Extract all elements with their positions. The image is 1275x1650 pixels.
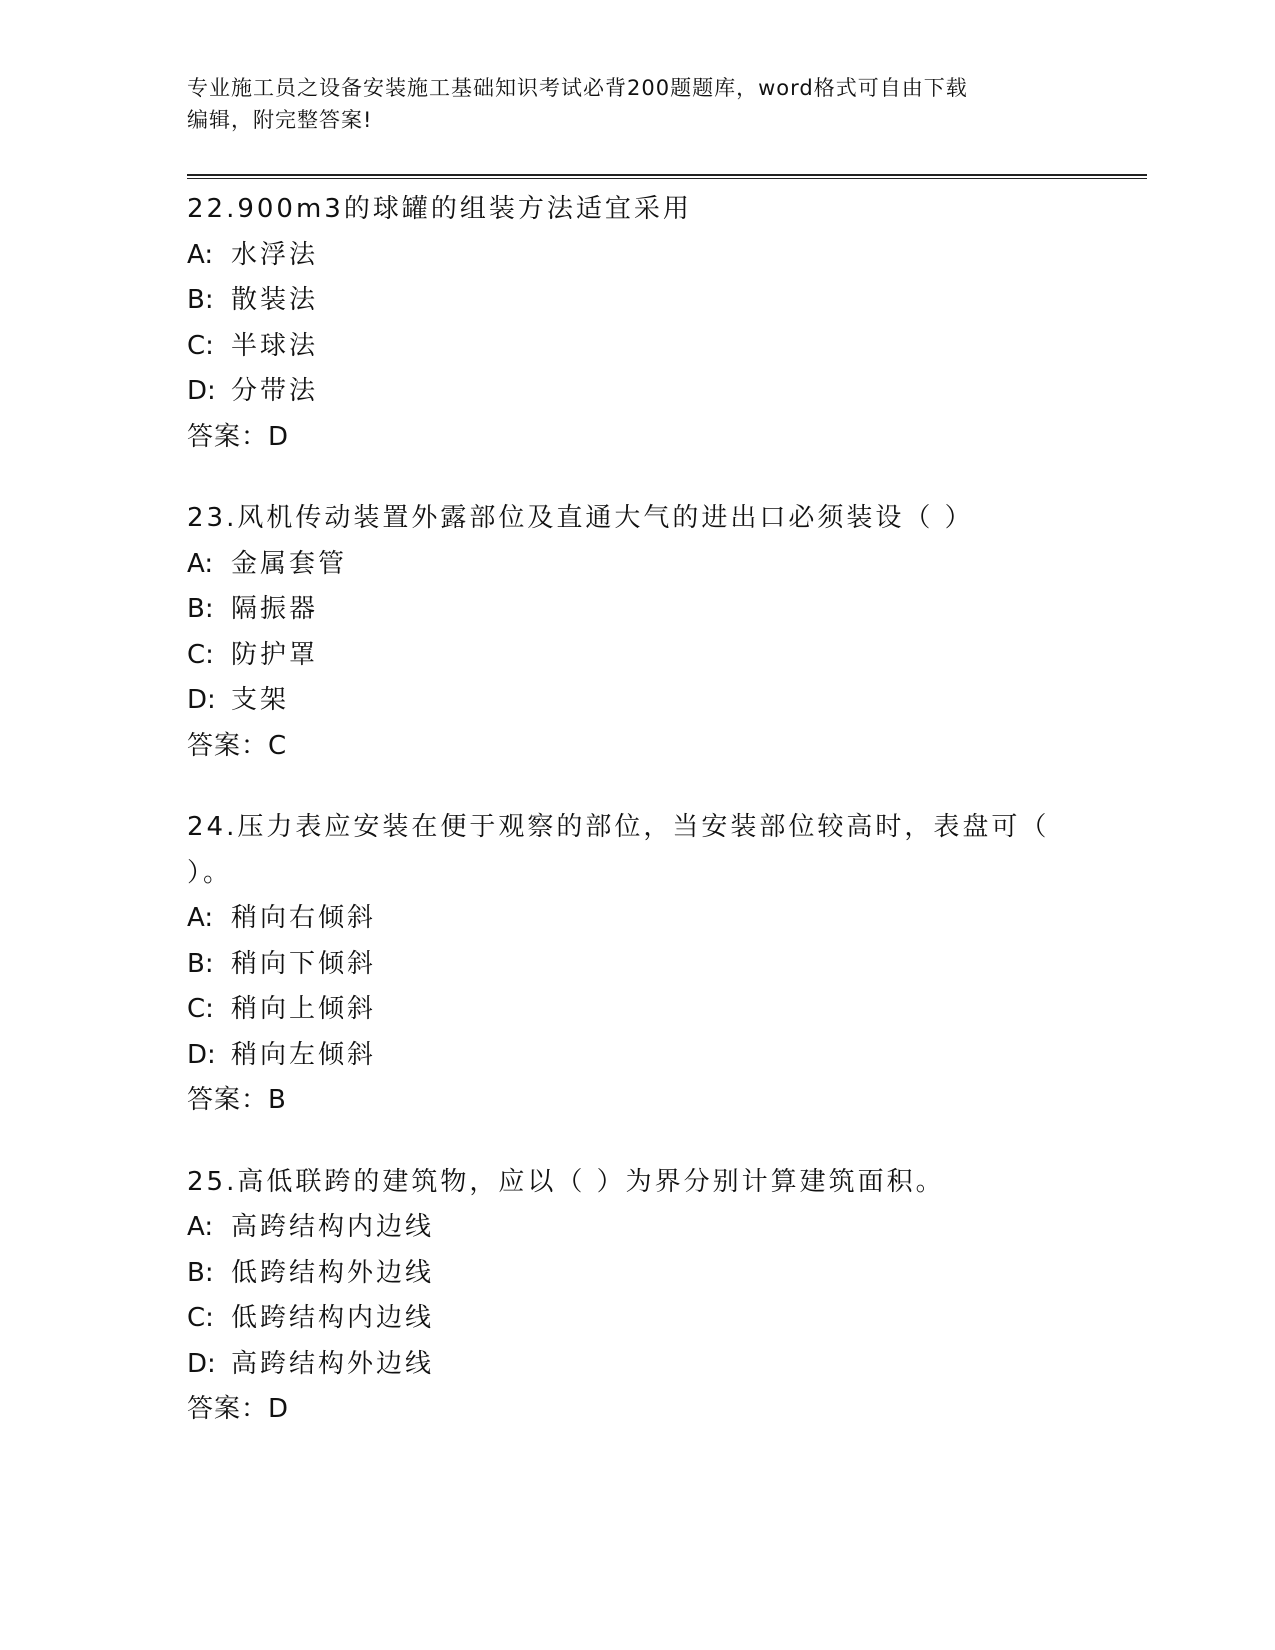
document-page [187, 72, 1147, 1469]
option-text: 金属套管 [231, 548, 348, 579]
option-a [187, 542, 1147, 588]
answer-value: D [268, 421, 290, 452]
option-letter: C: [187, 330, 214, 361]
option-letter: D: [187, 376, 216, 406]
answer-label: 答案： [187, 1394, 269, 1424]
option-letter: C: [187, 994, 214, 1024]
answer-value: D [268, 1394, 290, 1424]
option-b [187, 942, 1147, 988]
question-stem: 25.高低联跨的建筑物，应以（ ）为界分别计算建筑面积。 [187, 1166, 945, 1197]
option-a [187, 1205, 1147, 1251]
document-title-line-2: 编辑，附完整答案! [187, 108, 373, 132]
option-letter: B: [187, 285, 214, 315]
option-a [187, 233, 1147, 279]
option-text: 高跨结构外边线 [231, 1348, 435, 1379]
option-text: 支架 [231, 685, 290, 715]
answer-value: B [268, 1085, 287, 1115]
answer-label: 答案： [187, 730, 269, 761]
option-b [187, 587, 1147, 633]
option-letter: C: [187, 1303, 214, 1333]
option-letter: A: [187, 548, 214, 579]
option-letter: A: [187, 903, 214, 933]
question-25 [187, 1160, 1147, 1433]
question-22 [187, 187, 1147, 460]
option-text: 稍向右倾斜 [231, 903, 377, 933]
option-text: 防护罩 [231, 639, 319, 670]
option-d [187, 1033, 1147, 1079]
option-b [187, 1251, 1147, 1297]
question-23 [187, 496, 1147, 769]
option-text: 水浮法 [231, 239, 319, 270]
option-text: 低跨结构内边线 [231, 1303, 435, 1333]
answer-label: 答案： [187, 421, 269, 452]
option-letter: C: [187, 639, 214, 670]
option-c [187, 1296, 1147, 1342]
option-letter: D: [187, 685, 216, 715]
option-d [187, 678, 1147, 724]
option-text: 半球法 [231, 330, 319, 361]
question-stem-continued: ）。 [187, 857, 233, 888]
answer-value: C [268, 730, 288, 761]
option-text: 散装法 [231, 285, 319, 315]
answer-line [187, 1387, 1147, 1433]
question-stem: 23.风机传动装置外露部位及直通大气的进出口必须装设（ ） [187, 503, 974, 533]
option-d [187, 369, 1147, 415]
option-text: 高跨结构内边线 [231, 1212, 435, 1242]
option-d [187, 1342, 1147, 1388]
option-b [187, 278, 1147, 324]
question-stem: 24.压力表应安装在便于观察的部位，当安装部位较高时，表盘可（ [187, 812, 1050, 842]
header-divider [187, 174, 1147, 179]
option-letter: D: [187, 1039, 216, 1070]
option-c [187, 324, 1147, 370]
option-text: 低跨结构外边线 [231, 1257, 435, 1288]
option-text: 稍向下倾斜 [231, 948, 377, 979]
option-letter: B: [187, 1257, 214, 1288]
option-text: 稍向上倾斜 [231, 994, 377, 1024]
option-text: 稍向左倾斜 [231, 1039, 377, 1070]
document-title-line-1: 专业施工员之设备安装施工基础知识考试必背200题题库，word格式可自由下载 [187, 76, 968, 100]
option-letter: A: [187, 1212, 214, 1242]
answer-line [187, 415, 1147, 461]
option-letter: D: [187, 1348, 216, 1379]
option-text: 隔振器 [231, 594, 319, 624]
option-text: 分带法 [231, 376, 319, 406]
option-c [187, 987, 1147, 1033]
option-a [187, 896, 1147, 942]
option-c [187, 633, 1147, 679]
option-letter: B: [187, 594, 214, 624]
question-24 [187, 805, 1147, 1124]
answer-line [187, 724, 1147, 770]
option-letter: B: [187, 948, 214, 979]
option-letter: A: [187, 239, 214, 270]
answer-line [187, 1078, 1147, 1124]
question-list [187, 187, 1147, 1433]
answer-label: 答案： [187, 1085, 269, 1115]
question-stem: 22.900m3的球罐的组装方法适宜采用 [187, 194, 692, 224]
